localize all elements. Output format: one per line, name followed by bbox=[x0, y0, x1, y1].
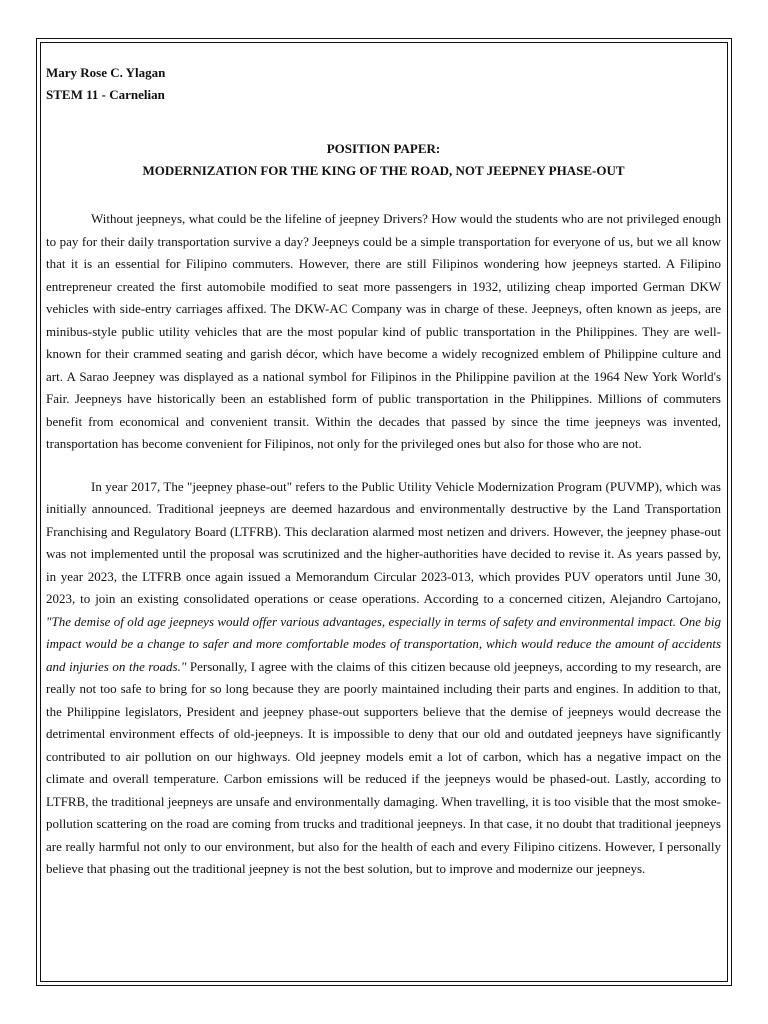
author-name: Mary Rose C. Ylagan bbox=[46, 65, 166, 80]
document-body bbox=[46, 62, 721, 881]
title-block bbox=[46, 138, 721, 182]
paragraph-1: Without jeepneys, what could be the lifeline of jeepney Drivers? How would the students who are not privileged enough to pay for their daily transportation survive a day? Jeepneys could be a simple transportation for everyone of us, but we all know that it is an essential for Filipino commuters. However, there are still Filipinos wondering how jeepneys started. A Filipino entrepreneur created the first automobile modified to seat more passengers in 1932, utilizing cheap imported German DKW vehicles with side-entry carriages affixed. The DKW-AC Company was in charge of these. Jeepneys, often known as jeeps, are minibus-style public utility vehicles that are the most popular kind of public transportation in the Philippines. They are well-known for their crammed seating and garish décor, which have become a widely recognized emblem of Philippine culture and art. A Sarao Jeepney was displayed as a national symbol for Filipinos in the Philippine pavilion at the 1964 New York World's Fair. Jeepneys have historically been an established form of public transportation in the Philippines. Millions of commuters benefit from economical and convenient transit. Within the decades that passed by since the time jeepneys was invented, transportation has become convenient for Filipinos, not only for the privileged ones but also for those who are not. bbox=[46, 211, 721, 451]
title-line-2: MODERNIZATION FOR THE KING OF THE ROAD, NOT JEEPNEY PHASE-OUT bbox=[142, 163, 625, 178]
paragraph-2-text-after: Personally, I agree with the claims of this citizen because old jeepneys, according to my research, are really not too safe to bring for so long because they are poorly maintained including their parts and engines. In addition to that, the Philippine legislators, President and jeepney phase-out supporters believe that the demise of jeepneys would decrease the detrimental environment effects of old-jeepneys. It is impossible to deny that our old and outdated jeepneys have significantly contributed to air pollution on our highways. Old jeepney models emit a lot of carbon, which has a negative impact on the climate and overall temperature. Carbon emissions will be reduced if the jeepneys would be phased-out. Lastly, according to LTFRB, the traditional jeepneys are unsafe and environmentally damaging. When travelling, it is too visible that the most smoke-pollution scattering on the road are coming from trucks and traditional jeepneys. In that case, it no doubt that traditional jeepneys are really harmful not only to our environment, but also for the health of each and every Filipino citizens. However, I personally believe that phasing out the traditional jeepney is not the best solution, but to improve and modernize our jeepneys. bbox=[46, 658, 721, 876]
paragraph-2-quote: "The demise of old age jeepneys would offer various advantages, especially in terms of safety and environmental impact. One big impact would be a change to safer and more comfortable modes of transportation, which would reduce the amount of accidents and injuries on the roads." bbox=[46, 613, 721, 674]
paragraph-2 bbox=[46, 476, 721, 881]
author-section: STEM 11 - Carnelian bbox=[46, 87, 165, 102]
title-line-1: POSITION PAPER: bbox=[326, 141, 441, 156]
paragraph-2-text-before: In year 2017, The "jeepney phase-out" refers to the Public Utility Vehicle Modernization Program (PUVMP), which was initially announced. Traditional jeepneys are deemed hazardous and environmentally destructive by the Land Transportation Franchising and Regulatory Board (LTFRB). This declaration alarmed most netizen and drivers. However, the jeepney phase-out was not implemented until the proposal was scrutinized and the higher-authorities have decided to revise it. As years passed by, in year 2023, the LTFRB once again issued a Memorandum Circular 2023-013, which provides PUV operators until June 30, 2023, to join an existing consolidated operations or cease operations. According to a concerned citizen, Alejandro Cartojano, bbox=[46, 478, 721, 606]
